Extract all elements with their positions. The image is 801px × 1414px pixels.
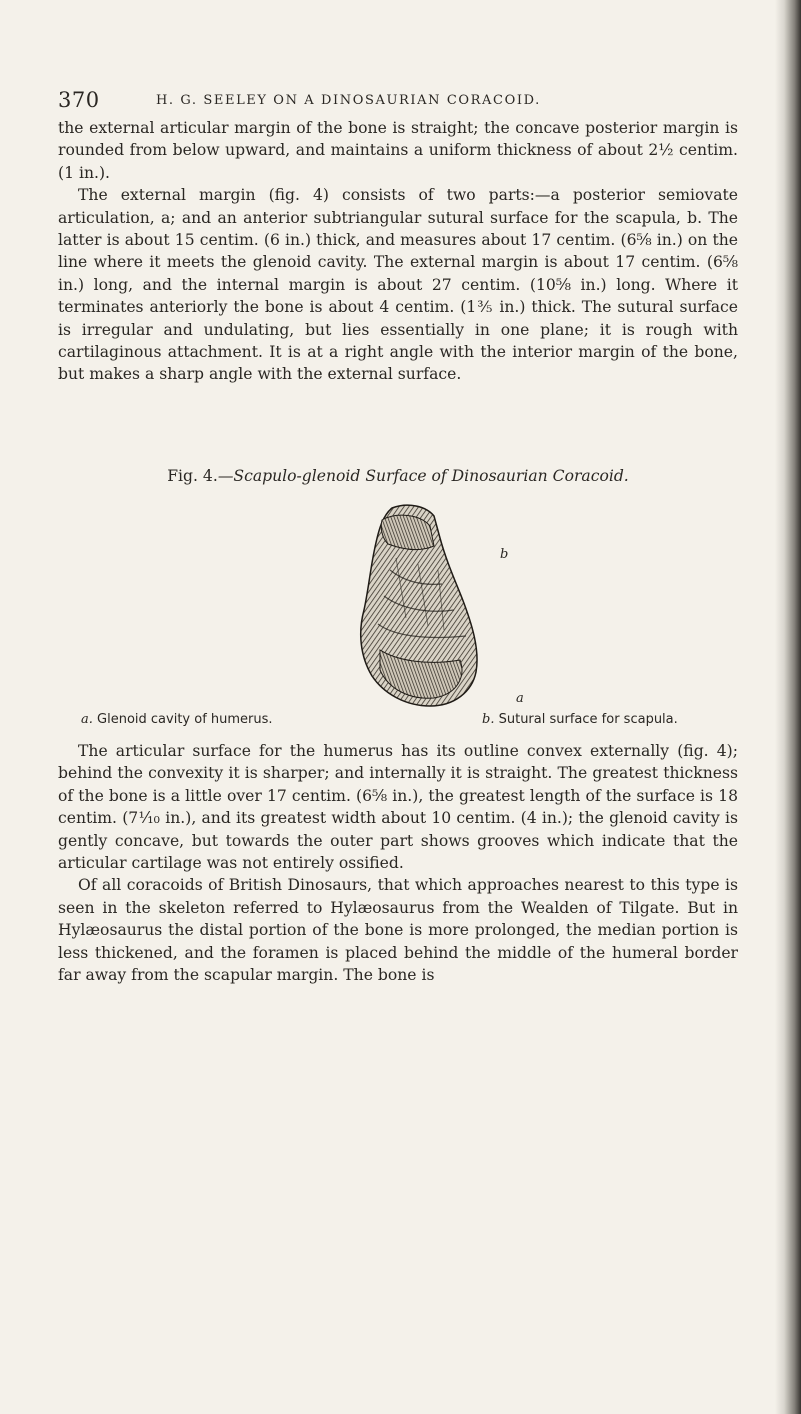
legend-text-a: Glenoid cavity of humerus.: [97, 712, 273, 727]
legend-text-b: Sutural surface for scapula.: [498, 712, 678, 727]
figure-legend: [58, 712, 738, 732]
figure-illustration: [330, 500, 560, 710]
body-text-top: [58, 117, 738, 386]
paragraph: the external articular margin of the bone is straight; the concave posterior margin is rounded from below upward, and maintains a uniform thickness of about 2½ centim. (1 in.).: [58, 119, 738, 182]
figure-caption: [58, 467, 738, 485]
figure-label-a: a: [516, 691, 524, 706]
coracoid-engraving: [330, 500, 560, 710]
figure-title: —Scapulo-glenoid Surface of Dinosaurian Coracoid.: [217, 467, 629, 485]
paragraph: Of all coracoids of British Dinosaurs, that which approaches nearest to this type is seen in the skeleton referred to Hylæosaurus from the Wealden of Tilgate. But in Hylæosaurus the distal portion of the bone is more prolonged, the median portion is less thickened, and the foramen is placed behind the middle of the humeral border far away from the scapular margin. The bone is: [58, 876, 738, 985]
paragraph: The articular surface for the humerus has its outline convex externally (fig. 4); behind the convexity it is sharper; and internally it is straight. The greatest thickness of the bone is a little over 17 centim. (6⅝ in.), the greatest length of the surface is 18 centim. (7⅒ in.), and its greatest width about 10 centim. (4 in.); the glenoid cavity is gently concave, but towards the outer part shows grooves which indicate that the articular cartilage was not entirely ossified.: [58, 742, 738, 873]
legend-item-b: [482, 712, 678, 727]
figure-number: Fig. 4.: [167, 467, 218, 485]
paragraph: The external margin (fig. 4) consists of two parts:—a posterior semiovate articulation, a; and an anterior subtriangular sutural surface for the scapula, b. The latter is about 15 centim. (6 in.) thick, and measures about 17 centim. (6⅝ in.) on the line where it meets the glenoid cavity. The external margin is about 17 centim. (6⅝ in.) long, and the internal margin is about 27 centim. (10⅝ in.) long. Where it terminates anteriorly the bone is about 4 centim. (1⅗ in.) thick. The sutural surface is irregular and undulating, but lies essentially in one plane; it is rough with cartilaginous attachment. It is at a right angle with the interior margin of the bone, but makes a sharp angle with the external surface.: [58, 186, 738, 384]
legend-item-a: [81, 712, 273, 727]
binding-gutter: [775, 0, 801, 1414]
body-text-bottom: [58, 740, 738, 986]
page-number: 370: [58, 88, 100, 112]
figure-label-b: b: [500, 547, 509, 562]
legend-key-b: b.: [482, 712, 495, 727]
running-head: [58, 88, 738, 114]
legend-key-a: a.: [81, 712, 93, 727]
running-title: H. G. SEELEY ON A DINOSAURIAN CORACOID.: [156, 93, 541, 108]
